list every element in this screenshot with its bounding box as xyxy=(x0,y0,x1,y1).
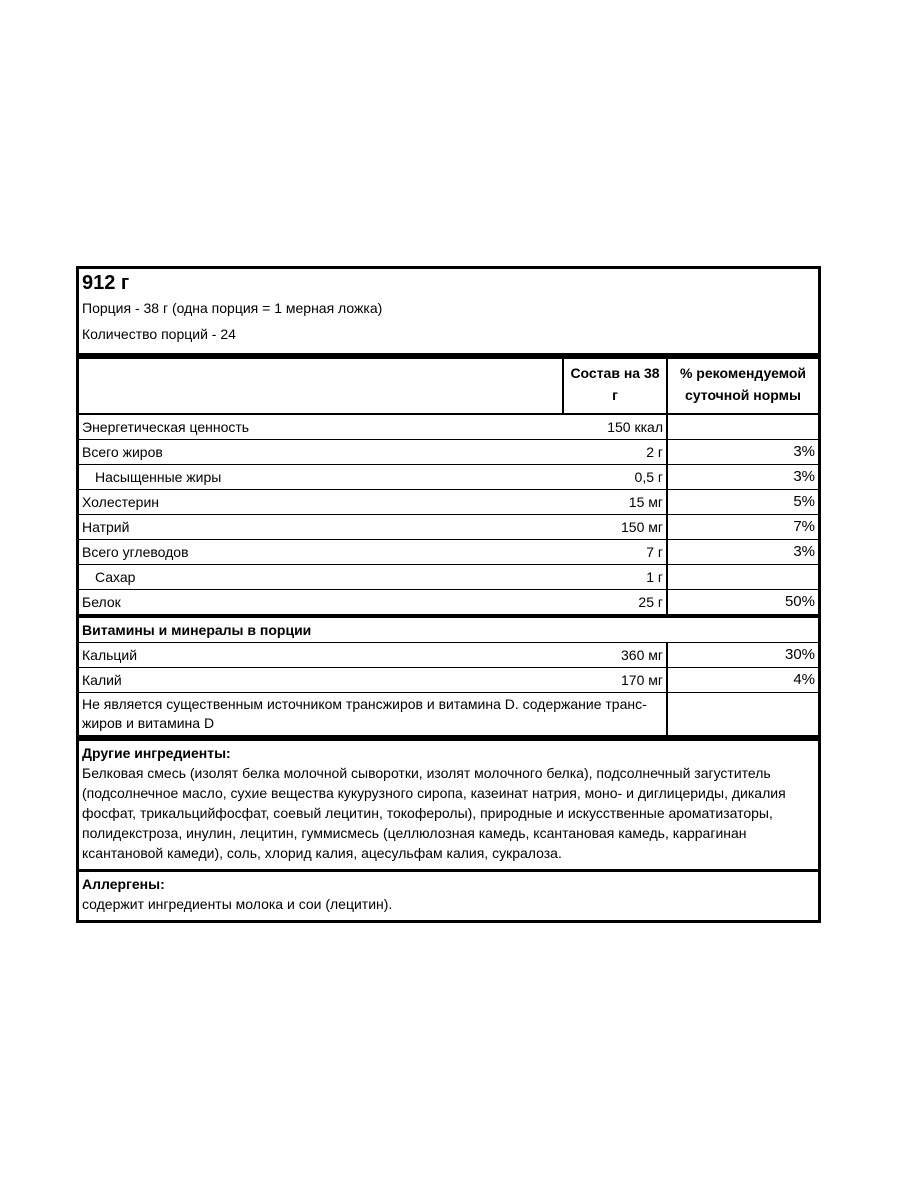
vitamins-title-row xyxy=(79,618,818,643)
daily-value-header: % рекомендуемой суточной нормы xyxy=(667,359,818,414)
nutrient-row xyxy=(79,540,818,565)
nutrient-daily: 50% xyxy=(667,590,818,615)
amount-header: Состав на 38 г xyxy=(563,359,667,414)
nutrient-name: Энергетическая ценность xyxy=(79,414,563,440)
nutrient-amount: 150 ккал xyxy=(563,414,667,440)
allergens-text: содержит ингредиенты молока и сои (лецитин). xyxy=(82,896,393,912)
nutrient-name: Холестерин xyxy=(79,490,563,515)
trans-fat-note: Не является существенным источником трансжиров и витамина D. содержание транс-жиров и витамина D xyxy=(82,696,647,731)
nutrient-amount: 15 мг xyxy=(563,490,667,515)
nutrient-row xyxy=(79,414,818,440)
nutrient-daily: 3% xyxy=(667,465,818,490)
net-weight: 912 г xyxy=(82,272,130,294)
vitamin-amount: 170 мг xyxy=(563,668,667,693)
vitamin-row xyxy=(79,668,818,693)
vitamin-name: Калий xyxy=(79,668,563,693)
nutrient-daily: 3% xyxy=(667,540,818,565)
column-header-row xyxy=(79,359,818,414)
nutrient-amount: 1 г xyxy=(563,565,667,590)
ingredients-block xyxy=(79,741,818,869)
vitamins-table xyxy=(79,618,818,735)
nutrient-name: Насыщенные жиры xyxy=(79,465,563,490)
allergens-title: Аллергены: xyxy=(82,876,165,892)
nutrient-row xyxy=(79,465,818,490)
label-header xyxy=(79,269,818,353)
nutrient-name: Натрий xyxy=(79,515,563,540)
nutrient-daily: 7% xyxy=(667,515,818,540)
nutrient-row xyxy=(79,490,818,515)
vitamin-amount: 360 мг xyxy=(563,643,667,668)
blank-header xyxy=(79,359,563,414)
nutrient-daily: 3% xyxy=(667,440,818,465)
note-row xyxy=(79,693,818,736)
nutrition-table xyxy=(79,359,818,615)
vitamin-daily: 30% xyxy=(667,643,818,668)
nutrient-name: Всего углеводов xyxy=(79,540,563,565)
nutrient-amount: 0,5 г xyxy=(563,465,667,490)
nutrient-daily xyxy=(667,414,818,440)
nutrient-row xyxy=(79,440,818,465)
vitamin-name: Кальций xyxy=(79,643,563,668)
vitamins-title: Витамины и минералы в порции xyxy=(79,618,818,643)
nutrient-daily xyxy=(667,565,818,590)
nutrient-amount: 7 г xyxy=(563,540,667,565)
nutrient-name: Сахар xyxy=(79,565,563,590)
allergens-block xyxy=(79,872,818,920)
nutrient-row xyxy=(79,590,818,615)
serving-size: Порция - 38 г (одна порция = 1 мерная ложка) xyxy=(82,300,383,316)
vitamin-row xyxy=(79,643,818,668)
nutrient-name: Всего жиров xyxy=(79,440,563,465)
nutrient-daily: 5% xyxy=(667,490,818,515)
vitamin-daily: 4% xyxy=(667,668,818,693)
ingredients-title: Другие ингредиенты: xyxy=(82,745,231,761)
nutrient-row xyxy=(79,565,818,590)
nutrient-amount: 150 мг xyxy=(563,515,667,540)
note-empty-cell xyxy=(667,693,818,736)
nutrition-label xyxy=(76,266,821,923)
servings-count: Количество порций - 24 xyxy=(82,326,236,342)
nutrient-row xyxy=(79,515,818,540)
nutrient-amount: 2 г xyxy=(563,440,667,465)
nutrient-amount: 25 г xyxy=(563,590,667,615)
nutrient-name: Белок xyxy=(79,590,563,615)
ingredients-text: Белковая смесь (изолят белка молочной сыворотки, изолят молочного белка), подсолнечный загуститель (подсолнечное масло, сухие вещества кукурузного сиропа, казеинат натрия, моно- и диглицериды, дикалия фосфат, трикальцийфосфат, соевый лецитин, токоферолы), природные и искусственные ароматизаторы, полидекстроза, инулин, лецитин, гуммисмесь (целлюлозная камедь, ксантановая камедь, каррагинан ксантановой камеди), соль, хлорид калия, ацесульфам калия, сукралоза. xyxy=(82,765,786,861)
